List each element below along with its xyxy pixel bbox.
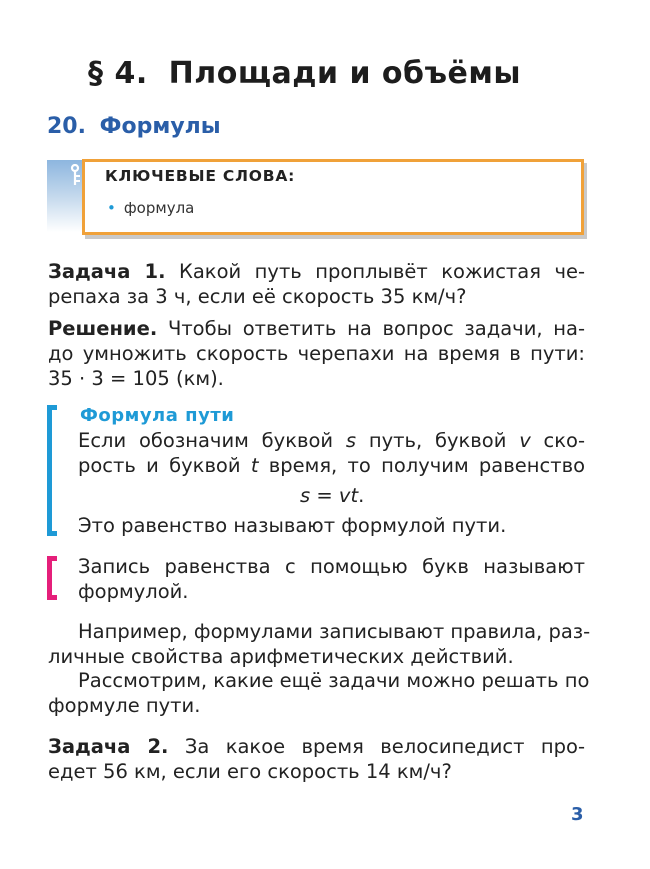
formula-equals: =: [310, 484, 339, 507]
rule-text: рость и буквой: [78, 454, 251, 477]
task1-line2: репаха за 3 ч, если её скорость 35 км/ч?: [48, 285, 467, 308]
path-formula: [300, 484, 364, 507]
key-icon: [68, 164, 82, 186]
rule-line3: Это равенство называют формулой пути.: [78, 514, 507, 537]
section-title-text: Площади и объёмы: [168, 56, 522, 91]
formula-dot: .: [358, 484, 365, 507]
rule-text: ско-: [530, 429, 585, 452]
section-symbol: § 4.: [88, 56, 148, 91]
task2-label: Задача 2.: [48, 735, 169, 758]
definition-line1: Запись равенства с помощью букв называют: [78, 555, 585, 578]
variable-s: s: [345, 429, 357, 452]
task1-label: Задача 1.: [48, 260, 166, 283]
rule-title: Формула пути: [80, 405, 235, 426]
keyword-item-label: формула: [123, 199, 195, 217]
formula-vt: vt: [338, 484, 359, 507]
example-line2: личные свойства арифметических действий.: [48, 645, 514, 668]
rule-text: время, то получим равенство: [258, 454, 586, 477]
keywords-title: КЛЮЧЕВЫЕ СЛОВА:: [105, 167, 296, 185]
example-line1: Например, формулами записывают правила, раз-: [78, 620, 591, 643]
formula-s: s: [300, 484, 311, 507]
solution-line3: 35 · 3 = 105 (км).: [48, 367, 224, 390]
variable-t: t: [250, 454, 259, 477]
example-line3: Рассмотрим, какие ещё задачи можно решать по: [78, 669, 590, 692]
definition-line2: формулой.: [78, 580, 189, 603]
rule-line2: [78, 453, 585, 478]
rule-text: Если обозначим буквой: [78, 429, 346, 452]
paragraph-number: 20.: [47, 114, 86, 139]
paragraph-title: [47, 114, 221, 139]
paragraph-title-text: Формулы: [99, 114, 221, 139]
solution-label: Решение.: [48, 317, 158, 340]
solution-text1: Чтобы ответить на вопрос задачи, на-: [167, 317, 586, 340]
bullet-icon: •: [107, 199, 116, 217]
section-title: [88, 56, 521, 91]
task1-line1: [48, 259, 585, 284]
solution-line2: до умножить скорость черепахи на время в пути:: [48, 342, 585, 365]
task2-line1: [48, 734, 585, 759]
task2-text1: За какое время велосипедист про-: [184, 735, 585, 758]
task1-text1: Какой путь проплывёт кожистая че-: [179, 260, 586, 283]
rule-line1: [78, 428, 585, 453]
rule-text: путь, буквой: [356, 429, 520, 452]
solution-line1: [48, 316, 585, 341]
page-number: 3: [571, 804, 584, 825]
definition-bracket: [47, 556, 57, 600]
rule-bracket: [47, 405, 57, 536]
variable-v: v: [519, 429, 531, 452]
task2-line2: едет 56 км, если его скорость 14 км/ч?: [48, 760, 452, 783]
example-line4: формуле пути.: [48, 694, 201, 717]
keyword-item: [107, 199, 194, 217]
